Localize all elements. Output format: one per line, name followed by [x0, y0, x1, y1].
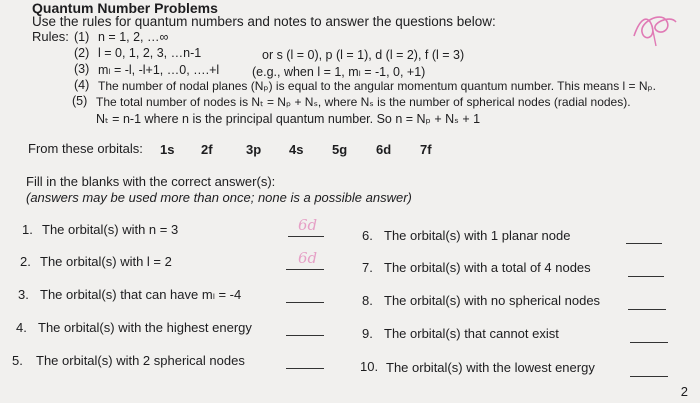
- orbitals-label: From these orbitals:: [28, 141, 143, 156]
- answer-note: (answers may be used more than once; none is a possible answer): [26, 190, 412, 205]
- question-5-number: 5.: [12, 353, 23, 368]
- answer-blank-9[interactable]: [630, 342, 668, 343]
- question-6-text: The orbital(s) with 1 planar node: [384, 228, 571, 243]
- orbital-1s: 1s: [160, 142, 175, 157]
- rule-3-number: (3): [74, 62, 90, 76]
- rule-4-text: The number of nodal planes (Nₚ) is equal to the angular momentum quantum number. This means l = Nₚ.: [98, 79, 657, 93]
- instructions-intro: Use the rules for quantum numbers and notes to answer the questions below:: [32, 14, 496, 29]
- answer-blank-4[interactable]: [286, 335, 324, 336]
- question-9-number: 9.: [362, 326, 373, 341]
- rule-4-number: (4): [74, 78, 90, 92]
- question-6-number: 6.: [362, 228, 373, 243]
- question-2-text: The orbital(s) with l = 2: [40, 254, 172, 269]
- answer-blank-1[interactable]: [288, 236, 324, 237]
- orbital-2f: 2f: [201, 142, 213, 157]
- rule-5-text: The total number of nodes is Nₜ = Nₚ + Nₛ, where Nₛ is the number of spherical nodes (radial nodes).: [96, 95, 631, 109]
- rule-3-extra: (e.g., when l = 1, mₗ = -1, 0, +1): [252, 65, 426, 79]
- orbital-3p: 3p: [246, 142, 262, 157]
- fill-instructions: Fill in the blanks with the correct answer(s):: [26, 174, 276, 189]
- answer-blank-5[interactable]: [286, 368, 324, 369]
- orbital-6d: 6d: [376, 142, 392, 157]
- question-10-number: 10.: [360, 359, 379, 374]
- question-2-number: 2.: [20, 254, 31, 269]
- handwritten-answer-1: 6d: [298, 216, 318, 234]
- rule-2-extra: or s (l = 0), p (l = 1), d (l = 2), f (l = 3): [262, 48, 465, 62]
- question-5-text: The orbital(s) with 2 spherical nodes: [36, 353, 245, 368]
- orbital-4s: 4s: [289, 142, 304, 157]
- rule-5-number: (5): [72, 94, 88, 108]
- rule-2-text: l = 0, 1, 2, 3, …n-1: [98, 46, 202, 60]
- question-4-text: The orbital(s) with the highest energy: [38, 320, 252, 335]
- rule-2-number: (2): [74, 46, 90, 60]
- answer-blank-2[interactable]: [286, 269, 324, 270]
- rules-label: Rules:: [32, 29, 69, 44]
- question-7-text: The orbital(s) with a total of 4 nodes: [384, 260, 591, 275]
- page-number: 2: [680, 384, 688, 399]
- question-1-number: 1.: [22, 222, 33, 237]
- question-9-text: The orbital(s) that cannot exist: [384, 326, 559, 341]
- answer-blank-6[interactable]: [626, 243, 662, 244]
- question-4-number: 4.: [16, 320, 27, 335]
- question-7-number: 7.: [362, 260, 373, 275]
- answer-blank-3[interactable]: [286, 302, 324, 303]
- question-3-number: 3.: [18, 287, 29, 302]
- rule-1-text: n = 1, 2, …∞: [98, 30, 169, 44]
- question-10-text: The orbital(s) with the lowest energy: [386, 360, 595, 375]
- answer-blank-7[interactable]: [628, 276, 664, 277]
- question-1-text: The orbital(s) with n = 3: [42, 222, 179, 237]
- rule-3-text: mₗ = -l, -l+1, …0, ….+l: [98, 63, 220, 77]
- question-8-text: The orbital(s) with no spherical nodes: [384, 293, 601, 308]
- rule-1-number: (1): [74, 30, 90, 44]
- rule-5-continuation: Nₜ = n-1 where n is the principal quantum number. So n = Nₚ + Nₛ + 1: [96, 112, 481, 126]
- orbital-7f: 7f: [420, 142, 432, 157]
- orbital-5g: 5g: [332, 142, 348, 157]
- handwritten-doodle: [626, 6, 682, 52]
- question-3-text: The orbital(s) that can have mₗ = -4: [40, 287, 242, 302]
- handwritten-answer-2: 6d: [298, 249, 318, 267]
- answer-blank-10[interactable]: [630, 376, 668, 377]
- page-title: Quantum Number Problems: [32, 0, 218, 16]
- question-8-number: 8.: [362, 293, 373, 308]
- answer-blank-8[interactable]: [628, 309, 666, 310]
